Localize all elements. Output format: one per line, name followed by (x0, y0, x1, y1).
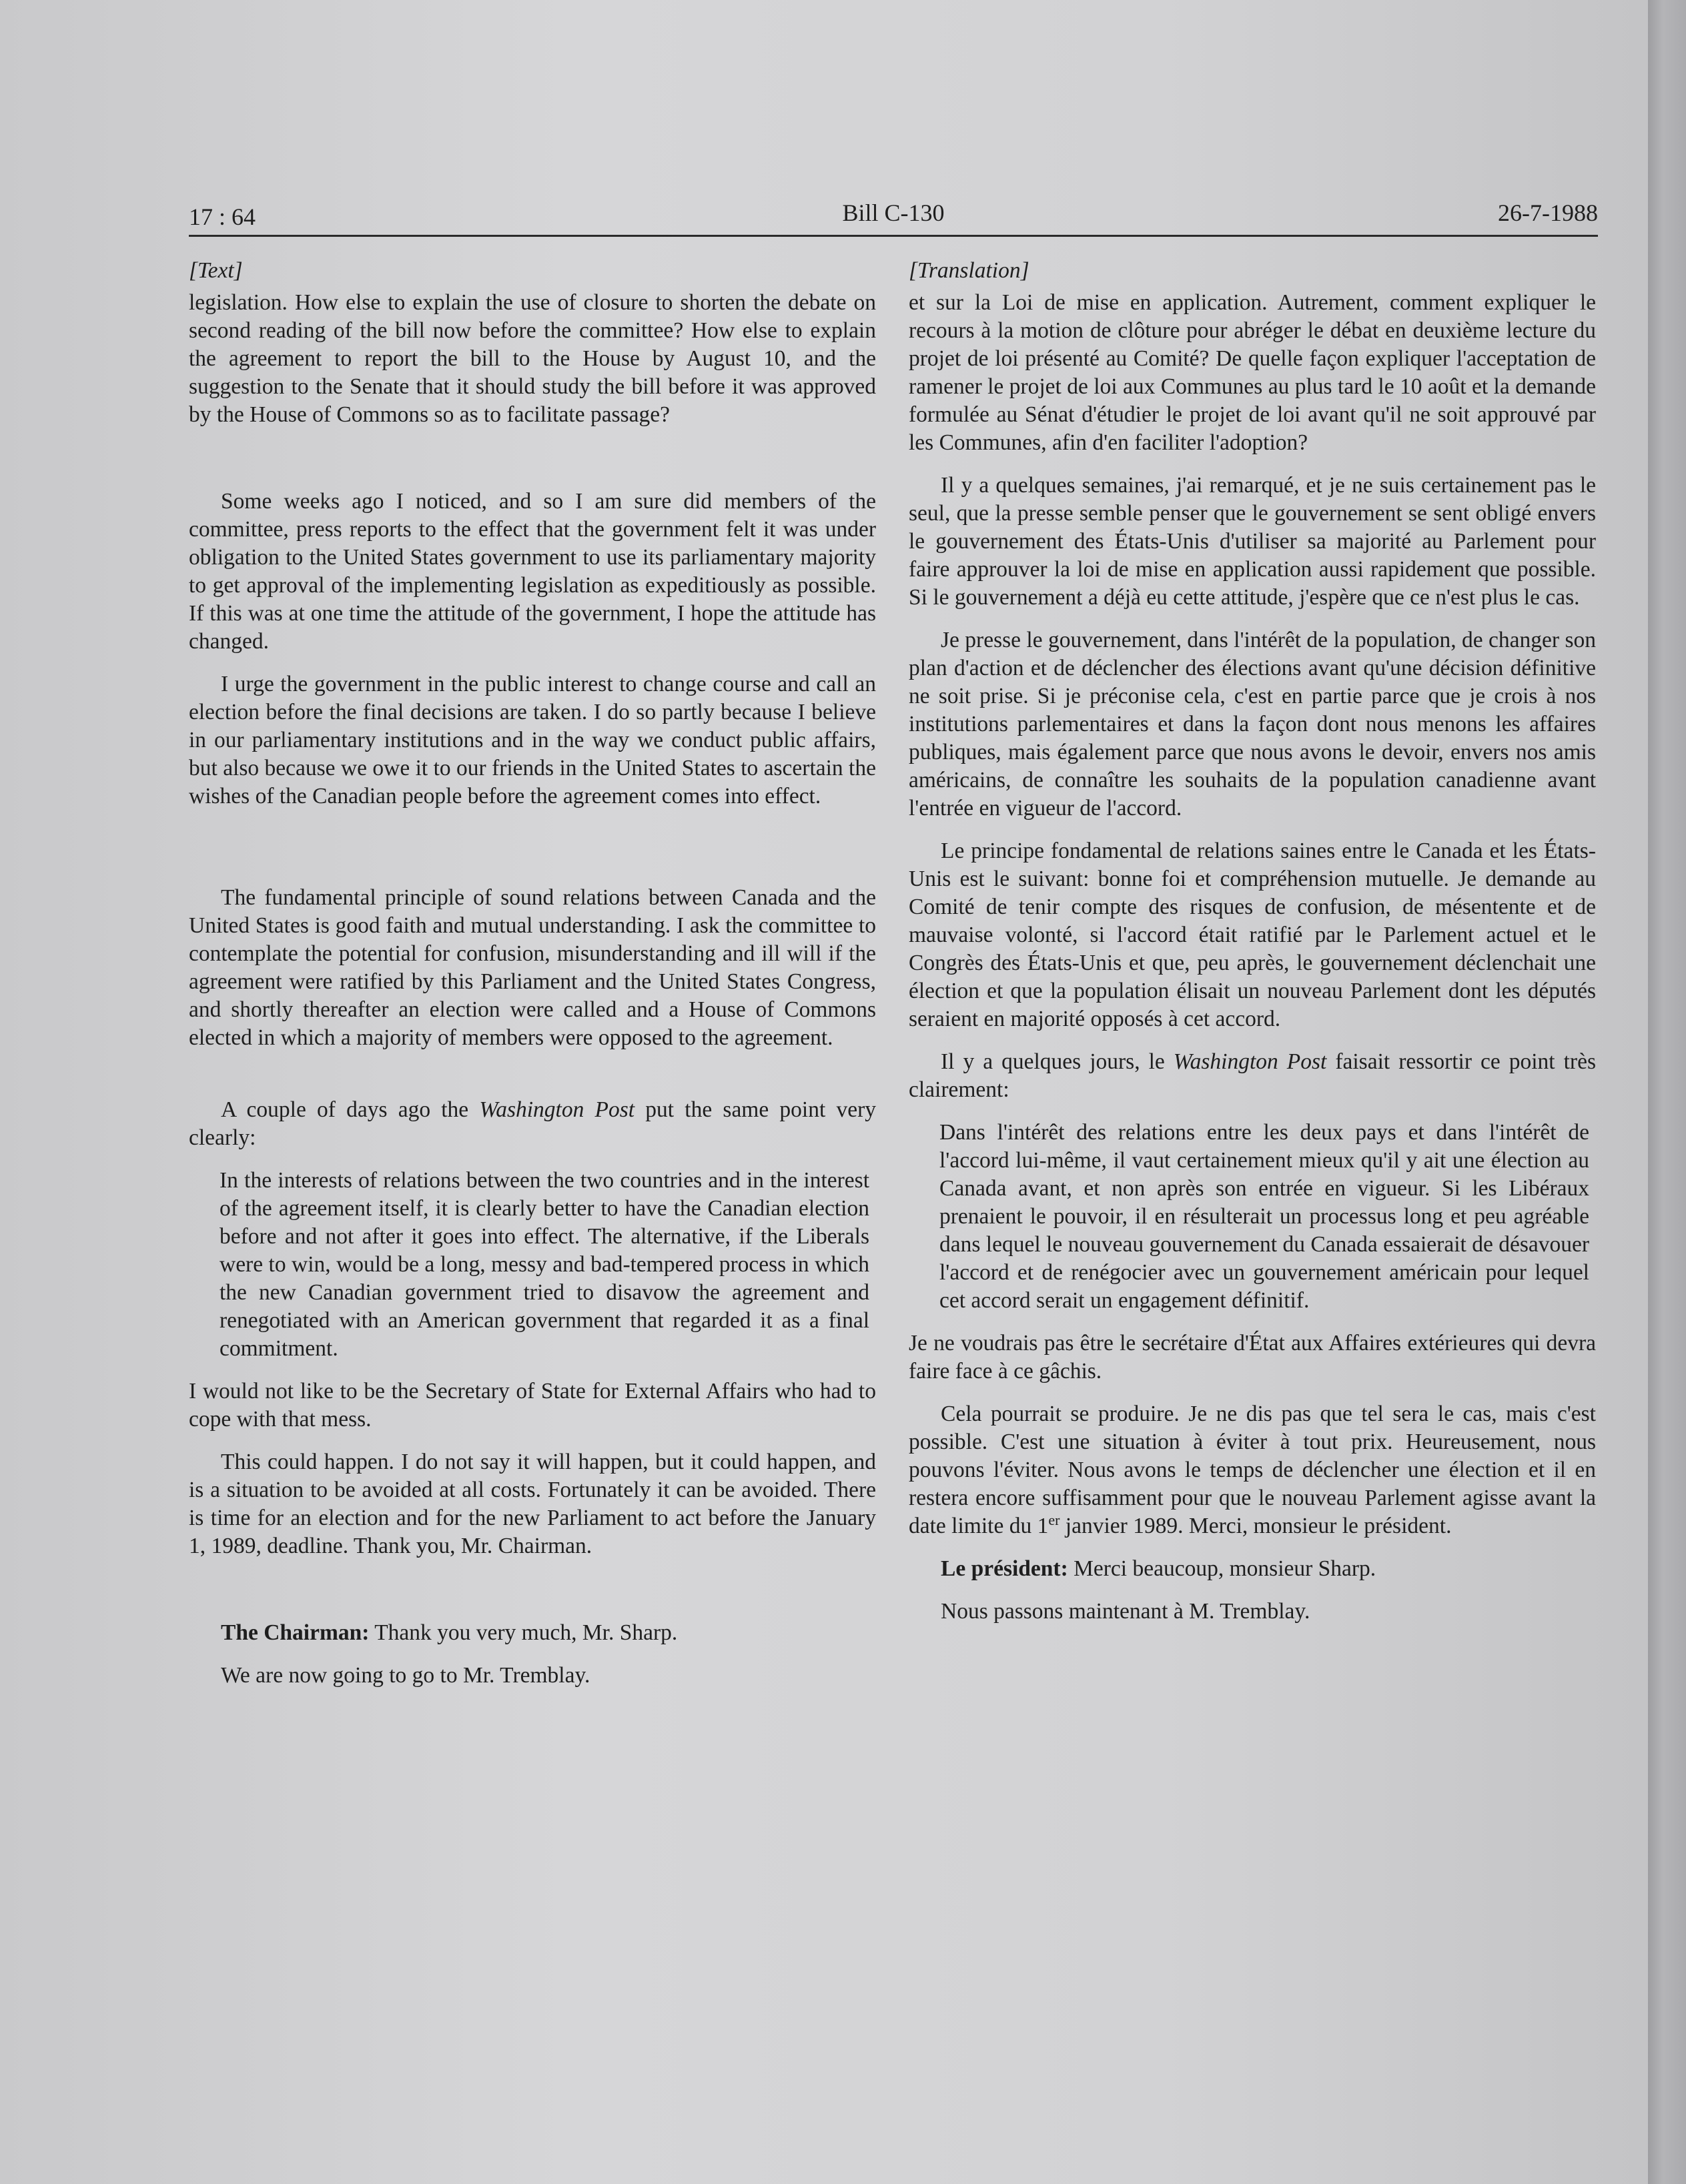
block-quote: In the interests of relations between the two countries and in the interest of the agreement itself, it is clearly better to have the Canadian election before and not after it goes into effect. The alternative, if the Liberals were to win, would be a long, messy and bad-tempered process in which the new Canadian government tried to disavow the agreement and renegotiated with an American government that regarded it as a final commitment. (220, 1168, 869, 1361)
text-run: put the same point very clearly: (189, 1097, 876, 1150)
paragraph: legislation. How else to explain the use of closure to shorten the debate on second reading of the bill now before the committee? How else to explain the agreement to report the bill to the House by August 10, and the suggestion to the Senate that it should study the bill before it was approved by the House of Commons so as to facilitate passage? (189, 290, 876, 427)
paragraph: Some weeks ago I noticed, and so I am sure did members of the committee, press reports to the effect that the government felt it was under obligation to the United States government to use its parliamentary majority to get approval of the implementing legislation as expeditiously as possible. If this was at one time the attitude of the government, I hope the attitude has changed. (189, 489, 876, 654)
paragraph: The fundamental principle of sound relations between Canada and the United States is good faith and mutual understanding. I ask the committee to contemplate the potential for confusion, misunderstanding and ill will if the agreement were ratified by this Parliament and the United States Congress, and shortly thereafter an election were called and a House of Commons elected in which a majority of members were opposed to the agreement. (189, 885, 876, 1050)
paragraph (189, 1096, 876, 1152)
paragraph: This could happen. I do not say it will happen, but it could happen, and is a situation to be avoided at all costs. Fortunately it can be avoided. There is time for an election and for the new Parliament to act before the January 1, 1989, deadline. Thank you, Mr. Chairman. (189, 1450, 876, 1558)
page-date: 26-7-1988 (1498, 199, 1598, 226)
newspaper-name: Washington Post (1173, 1049, 1327, 1074)
speaker-paragraph (189, 1619, 876, 1647)
paragraph: We are now going to go to Mr. Tremblay. (221, 1663, 590, 1688)
text-run: Cela pourrait se produire. Je ne dis pas que tel sera le cas, mais c'est possible. C'est une situation à éviter à tout prix. Heureusement, nous pouvons l'éviter. Nous avons le temps de déclencher une élection et il en restera encore suffisamment pour que le nouveau Parlement agisse avant la date limite du 1 (909, 1402, 1596, 1538)
block-quote: Dans l'intérêt des relations entre les deux pays et dans l'intérêt de l'accord lui-même, il vaut certainement mieux qu'il y ait une élection au Canada avant, et non après son entrée en vigueur. Si les Libéraux prenaient le pouvoir, il en résulterait un processus long et peu agréable dans lequel le nouveau gouvernement du Canada essaierait de désavouer l'accord et de renégocier avec un gouvernement américain pour lequel cet accord serait un engagement définitif. (939, 1120, 1589, 1313)
paragraph: I urge the government in the public interest to change course and call an election before the final decisions are taken. I do so partly because I believe in our parliamentary institutions and in the way we conduct public affairs, but also because we owe it to our friends in the United States to ascertain the wishes of the Canadian people before the agreement comes into effect. (189, 672, 876, 808)
speaker-name: Le président: (941, 1556, 1068, 1581)
page-title: Bill C-130 (842, 199, 945, 226)
translation-label: [Translation] (909, 258, 1029, 283)
paragraph (909, 1048, 1596, 1104)
english-column (189, 257, 876, 1690)
paragraph: Je ne voudrais pas être le secrétaire d'État aux Affaires extérieures qui devra faire face à ce gâchis. (909, 1331, 1596, 1384)
text-run: A couple of days ago the (221, 1097, 480, 1122)
speaker-name: The Chairman: (221, 1620, 370, 1645)
speaker-paragraph (909, 1555, 1596, 1583)
text-run: faisait ressortir ce point très clairement: (909, 1049, 1596, 1102)
superscript: er (1048, 1511, 1060, 1528)
paragraph (909, 1400, 1596, 1540)
french-column (909, 257, 1596, 1626)
paragraph: Le principe fondamental de relations saines entre le Canada et les États-Unis est le suivant: bonne foi et compréhension mutuelle. Je demande au Comité de tenir compte des risques de confusion, de mésentente et de mauvaise volonté, si l'accord était ratifié par le Parlement actuel et le Congrès des États-Unis et que, peu après, le gouvernement déclenchait une élection et que la population élisait un nouveau Parlement dont les députés seraient en majorité opposés à cet accord. (909, 839, 1596, 1031)
paragraph: Je presse le gouvernement, dans l'intérêt de la population, de changer son plan d'action et de déclencher des élections avant qu'une décision définitive ne soit prise. Si je préconise cela, c'est en partie parce que je crois à nos institutions parlementaires et dans la façon dont nous menons les affaires publiques, mais également parce que nous avons le devoir, envers nos amis américains, de connaître les souhaits de la population canadienne avant l'entrée en vigueur de l'accord. (909, 628, 1596, 821)
text-run: Thank you very much, Mr. Sharp. (369, 1620, 678, 1645)
newspaper-name: Washington Post (479, 1097, 635, 1122)
paragraph: Il y a quelques semaines, j'ai remarqué, et je ne suis certainement pas le seul, que la presse semble penser que le gouvernement se sent obligé envers le gouvernement des États-Unis d'utiliser sa majorité au Parlement pour faire approuver la loi de mise en application aussi rapidement que possible. Si le gouvernement a déjà eu cette attitude, j'espère que ce n'est plus le cas. (909, 473, 1596, 610)
header-rule (189, 235, 1598, 237)
paragraph: I would not like to be the Secretary of State for External Affairs who had to cope with that mess. (189, 1379, 876, 1432)
text-run: Merci beaucoup, monsieur Sharp. (1068, 1556, 1376, 1581)
text-label: [Text] (189, 258, 243, 283)
page-number: 17 : 64 (189, 203, 256, 230)
text-run: Il y a quelques jours, le (941, 1049, 1174, 1074)
paragraph: Nous passons maintenant à M. Tremblay. (941, 1599, 1310, 1624)
page-edge (1648, 0, 1686, 2184)
page-header (189, 199, 1598, 233)
text-run: janvier 1989. Merci, monsieur le président. (1060, 1514, 1452, 1538)
paragraph: et sur la Loi de mise en application. Autrement, comment expliquer le recours à la motion de clôture pour abréger le débat en deuxième lecture du projet de loi présenté au Comité? De quelle façon expliquer l'acceptation de ramener le projet de loi aux Communes au plus tard le 10 août et la demande formulée au Sénat d'étudier le projet de loi avant qu'il ne soit approuvé par les Communes, afin d'en faciliter l'adoption? (909, 290, 1596, 455)
